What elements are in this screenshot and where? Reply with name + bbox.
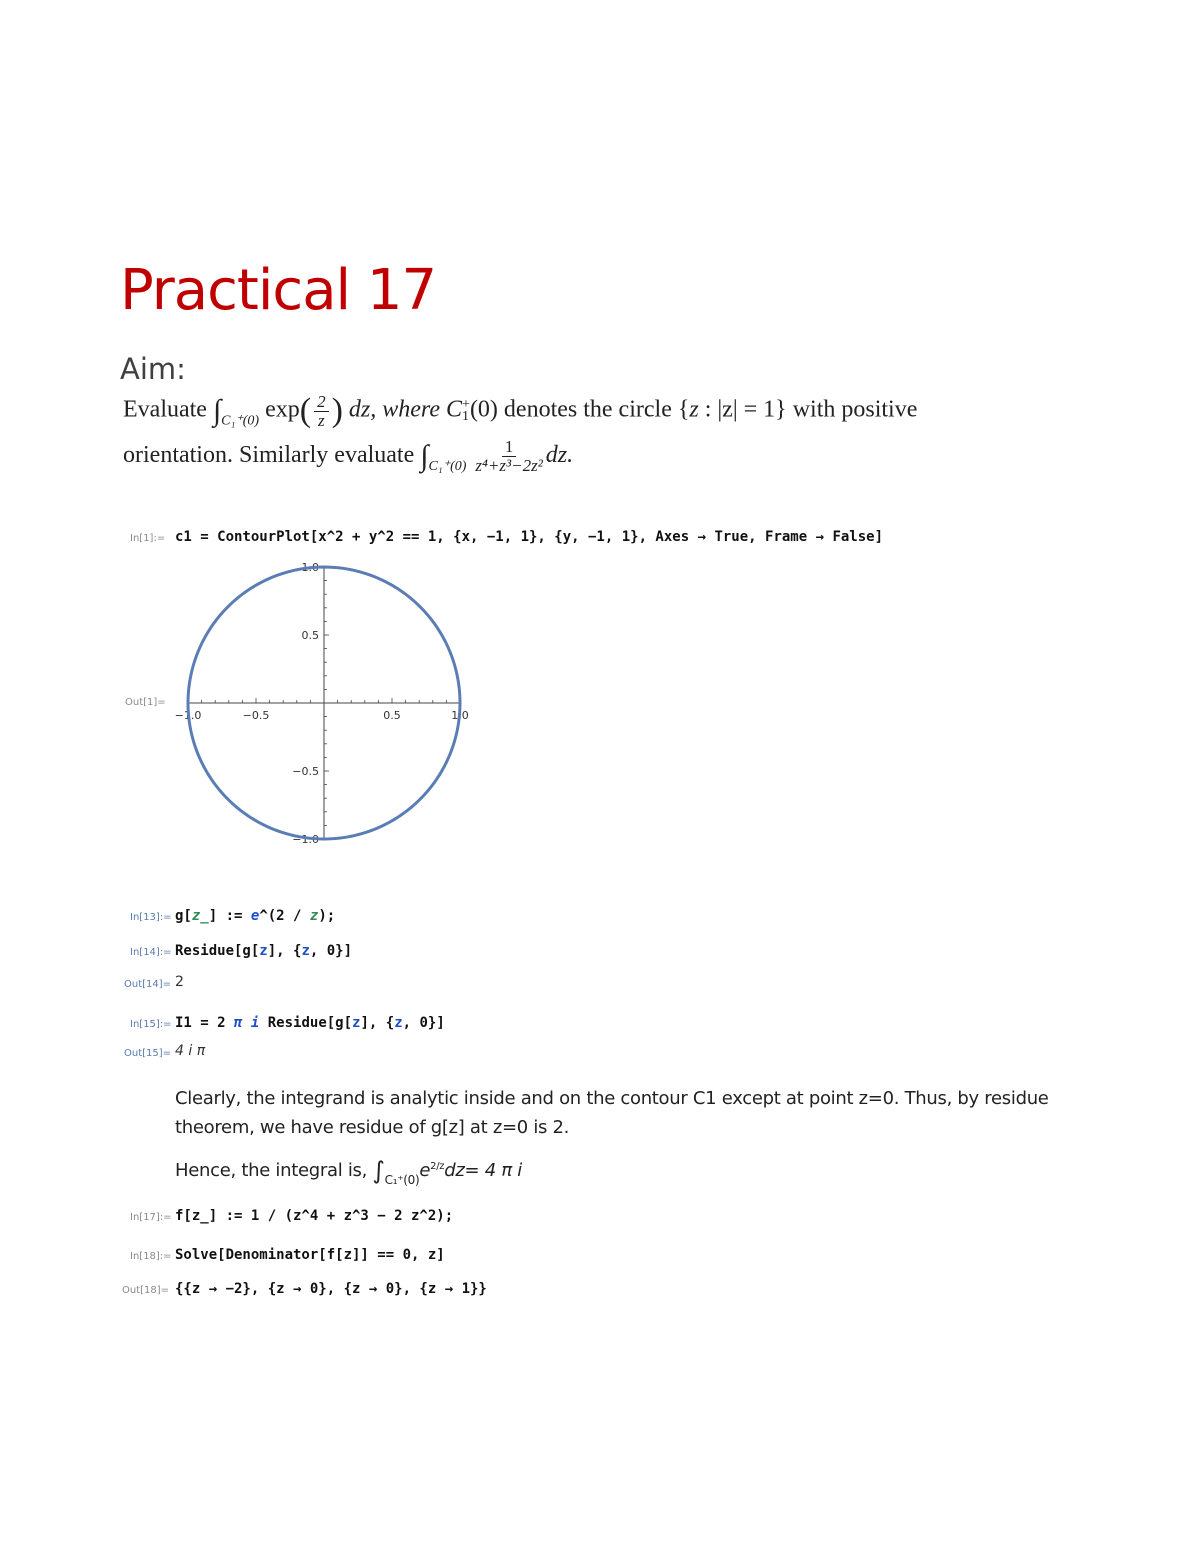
explanation-exponent: 2/z	[430, 1161, 445, 1172]
in1-label: In[1]:=	[130, 533, 166, 544]
out15-label: Out[15]=	[124, 1048, 172, 1059]
aim-set-rest: : |z| = 1} with positive	[698, 396, 918, 423]
in13-pattern: z_	[191, 908, 209, 924]
contour-plot	[160, 555, 490, 855]
in15-part: , 0}]	[402, 1015, 445, 1031]
in13-part: g[	[175, 908, 192, 924]
in15-code[interactable]	[175, 1015, 445, 1031]
aim-denotes: (0) denotes the circle {	[469, 396, 690, 423]
aim-exp: exp	[265, 396, 300, 423]
integral-sign: ∫	[212, 394, 222, 427]
frac2-num: 1	[502, 438, 517, 457]
explanation-line-1: Clearly, the integrand is analytic inside and on the contour C1 except at point z=0. Thus, by residue	[175, 1088, 1049, 1109]
x-tick-label: 0.5	[383, 709, 401, 722]
in15-label: In[15]:=	[130, 1019, 172, 1030]
c-sup: +	[462, 397, 470, 412]
in13-part: ] :=	[208, 908, 251, 924]
out14-label: Out[14]=	[124, 979, 172, 990]
in15-var: z	[394, 1015, 403, 1031]
x-tick-label: −1.0	[174, 709, 202, 722]
aim-line-1	[123, 392, 917, 430]
in13-part: ^(2 /	[259, 908, 310, 924]
c-sub: 1	[462, 409, 470, 424]
integral-sign-3: ∫	[372, 1156, 385, 1185]
page-title: Practical 17	[120, 258, 437, 323]
y-tick-label: −0.5	[292, 765, 319, 778]
in15-part: I1 = 2	[175, 1015, 235, 1031]
in14-part: , 0}]	[309, 943, 353, 959]
in14-part: ], {	[267, 943, 302, 959]
contour-subscript-2: C₁⁺(0)	[428, 458, 467, 474]
out18-value: {{z → −2}, {z → 0}, {z → 0}, {z → 1}}	[175, 1281, 487, 1297]
in18-code[interactable]: Solve[Denominator[f[z]] == 0, z]	[175, 1247, 445, 1263]
in17-code[interactable]: f[z_] := 1 / (z^4 + z^3 − 2 z^2);	[175, 1208, 454, 1224]
y-tick-label: −1.0	[292, 833, 319, 846]
frac1-den: z	[318, 410, 325, 430]
explanation-prefix: Hence, the integral is,	[175, 1160, 368, 1181]
fraction-2-over-z	[314, 393, 329, 430]
in13-label: In[13]:=	[130, 912, 172, 923]
open-paren: (	[299, 392, 312, 429]
explanation-result: dz= 4 π i	[444, 1160, 522, 1181]
x-tick-label: 1.0	[451, 709, 469, 722]
out1-label: Out[1]=	[125, 697, 166, 708]
y-tick-label: 1.0	[301, 561, 319, 574]
explanation-e: e	[419, 1160, 431, 1181]
aim-set-z: z	[689, 396, 699, 423]
contour-subscript: C₁⁺(0)	[221, 413, 260, 429]
in1-code[interactable]: c1 = ContourPlot[x^2 + y^2 == 1, {x, −1, 1}, {y, −1, 1}, Axes → True, Frame → False]	[175, 529, 884, 545]
aim-dz-where: dz, where	[348, 396, 441, 423]
out14-value: 2	[175, 974, 184, 990]
in14-label: In[14]:=	[130, 947, 172, 958]
in13-euler-e: e	[250, 908, 260, 924]
aim-dz: dz.	[545, 441, 574, 468]
in14-var: z	[259, 943, 268, 959]
explanation-line-3	[175, 1152, 522, 1195]
in17-label: In[17]:=	[130, 1212, 172, 1223]
y-tick-label: 0.5	[301, 629, 319, 642]
in15-part: Residue[g[	[259, 1015, 353, 1031]
out15-value: 4 i π	[175, 1043, 206, 1059]
in15-pi-i: π i	[234, 1015, 260, 1031]
in14-code[interactable]	[175, 943, 352, 959]
c-scripts	[462, 399, 470, 423]
aim-evaluate: Evaluate	[123, 396, 207, 423]
explanation-line-2: theorem, we have residue of g[z] at z=0 is 2.	[175, 1117, 570, 1138]
in15-var: z	[352, 1015, 361, 1031]
in13-part: );	[318, 908, 336, 924]
in13-var: z	[309, 908, 319, 924]
integral-sign-2: ∫	[420, 439, 429, 473]
fraction-denominator-poly	[475, 438, 542, 475]
aim-heading: Aim:	[120, 352, 186, 386]
aim-line-2	[123, 438, 573, 475]
in15-part: ], {	[360, 1015, 395, 1031]
explanation-subscript: C₁⁺(0)	[384, 1173, 420, 1187]
frac2-den: z⁴+z³−2z²	[475, 455, 543, 475]
in18-label: In[18]:=	[130, 1251, 172, 1262]
in13-code[interactable]	[175, 908, 335, 924]
in14-part: Residue[g[	[175, 943, 260, 959]
in14-var: z	[301, 943, 310, 959]
aim-c: C	[446, 396, 463, 423]
close-paren: )	[331, 392, 343, 429]
frac1-num: 2	[314, 393, 329, 412]
aim-orientation: orientation. Similarly evaluate	[123, 441, 415, 468]
x-tick-label: −0.5	[242, 709, 270, 722]
out18-label: Out[18]=	[122, 1285, 170, 1296]
